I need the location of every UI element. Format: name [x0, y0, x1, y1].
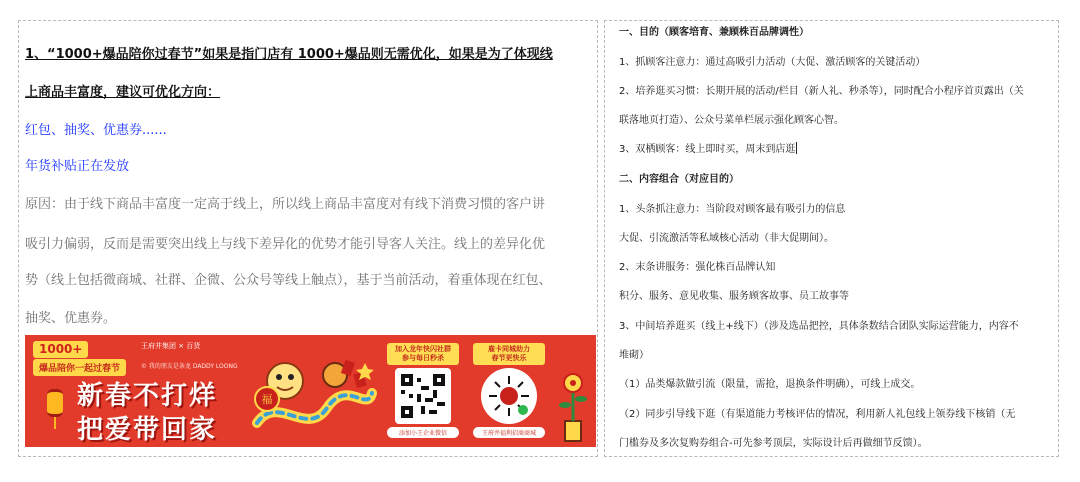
- reason-line-1: 原因：由于线下商品丰富度一定高于线上，所以线上商品丰富度对有线下消费习惯的客户讲: [25, 197, 546, 212]
- content-item-3-cont: 堆砌）: [619, 350, 649, 361]
- suggestion-line-1: 红包、抽奖、优惠券......: [25, 123, 167, 138]
- lantern-tassel: [54, 417, 56, 429]
- purpose-item-1: 1、抓顾客注意力：通过高吸引力活动（大促、激活顾客的关键活动）: [619, 57, 926, 68]
- qr-card-community[interactable]: [387, 343, 459, 443]
- flower-pot-illustration: [553, 365, 593, 445]
- section-heading-purpose: 一、目的（顾客培育、兼顾株百品牌调性）: [619, 27, 809, 38]
- mini-program-code-icon: [481, 368, 537, 424]
- qr2-tag: 雇卡同城助力 春节更快乐: [473, 343, 545, 365]
- purpose-item-2: 2、培养逛买习惯：长期开展的活动/栏目（新人礼、秒杀等），同时配合小程序首页露出（关: [619, 86, 1024, 97]
- qr1-caption: 添加小王企业微信: [387, 427, 459, 438]
- content-item-1-detail: 大促、引流激活等私域核心活动（非大促期间）。: [619, 233, 834, 244]
- content-sub-item-2-cont: 门槛券及多次复购券组合-可先参考顶层，实际设计后再做细节反馈）。: [619, 438, 928, 449]
- banner-title-line-2: 把爱带回家: [77, 415, 218, 445]
- heading-line-2: 上商品丰富度，建议可优化方向：: [25, 85, 221, 100]
- content-item-2: 2、末条讲服务：强化株百品牌认知: [619, 262, 776, 273]
- fu-character: 福: [261, 393, 273, 406]
- content-item-2-detail: 积分、服务、意见收集、服务顾客故事、员工故事等: [619, 291, 849, 302]
- reason-line-2: 吸引力偏弱，反而是需要突出线上与线下差异化的优势才能引导客人关注。线上的差异化优: [25, 237, 546, 252]
- content-sub-item-1: （1）品类爆款做引流（限量，需抢，退换条件明确），可线上成交。: [619, 379, 921, 390]
- reason-line-3: 势（线上包括微商城、社群、企微、公众号等线上触点），基于当前活动，着重体现在红包、: [25, 273, 552, 288]
- purpose-item-3-text: 3、双栖顾客：线上即时买，周末到店逛: [619, 144, 796, 155]
- text-cursor: [796, 142, 797, 154]
- banner-badge: 1000+: [33, 341, 88, 358]
- qr-code-icon: [395, 368, 451, 424]
- content-item-3: 3、中间培养逛买（线上+线下）（涉及选品把控，具体条数结合团队实际运营能力，内容不: [619, 321, 1019, 332]
- banner-badge-subtitle: 爆品陪你一起过春节: [33, 359, 126, 376]
- section-heading-content: 二、内容组合（对应目的）: [619, 174, 739, 185]
- qr1-tag: 加入龙年快闪社群 参与每日秒杀: [387, 343, 459, 365]
- dragon-illustration: [247, 353, 379, 443]
- right-document-panel: [604, 20, 1059, 457]
- banner-title-line-1: 新春不打烊: [77, 381, 218, 411]
- reason-line-4: 抽奖、优惠券。: [25, 311, 117, 326]
- promo-banner-image: [25, 335, 596, 447]
- suggestion-line-2: 年货补贴正在发放: [25, 159, 130, 174]
- qr2-caption: 王府井福利招商商城: [473, 427, 545, 438]
- lantern-icon: [47, 389, 63, 417]
- banner-brand: 王府井集团 × 百货: [141, 342, 201, 350]
- banner-brand-sub: © 我的朋友是条龙 DADDY LOONG: [141, 363, 238, 370]
- purpose-item-2-cont: 联落地页打造）、公众号菜单栏展示强化顾客心智。: [619, 115, 844, 126]
- left-document-panel: [18, 20, 598, 457]
- content-item-1: 1、头条抓注意力：当阶段对顾客最有吸引力的信息: [619, 204, 846, 215]
- heading-line-1: 1、“1000+爆品陪你过春节”如果是指门店有 1000+爆品则无需优化，如果是为了体现线: [25, 47, 553, 62]
- content-sub-item-2: （2）同步引导线下逛（有渠道能力考核评估的情况，利用新人礼包线上领券线下核销（无: [619, 409, 1016, 420]
- qr-card-mall[interactable]: [473, 343, 545, 443]
- purpose-item-3: [619, 140, 797, 155]
